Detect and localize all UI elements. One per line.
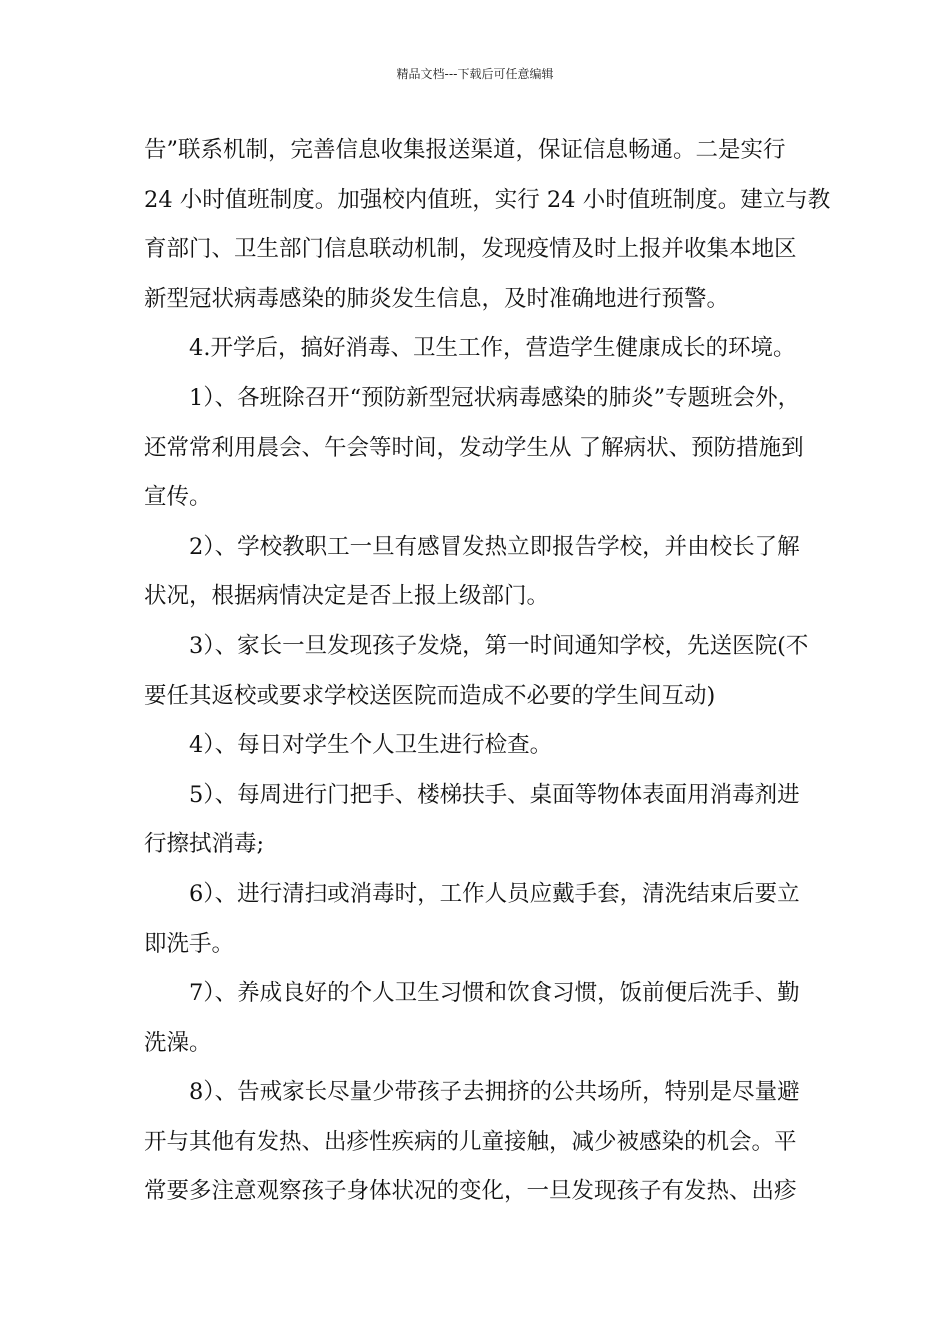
paragraph-start-line: 4）、每日对学生个人卫生进行检查。 — [189, 732, 553, 759]
text-line: 要任其返校或要求学校送医院而造成不必要的学生间互动) — [144, 682, 716, 709]
text-line: 状况，根据病情决定是否上报上级部门。 — [144, 583, 550, 610]
paragraph-start-line: 7）、养成良好的个人卫生习惯和饮食习惯，饭前便后洗手、勤 — [189, 980, 800, 1007]
document-body — [144, 126, 831, 1217]
text-line: 常要多注意观察孩子身体状况的变化，一旦发现孩子有发热、出疹 — [144, 1178, 797, 1205]
paragraph-start-line: 2）、学校教职工一旦有感冒发热立即报告学校，并由校长了解 — [189, 533, 800, 560]
text-line: 告”联系机制，完善信息收集报送渠道，保证信息畅通。二是实行 — [144, 137, 786, 163]
text-line: 洗澡。 — [144, 1029, 212, 1056]
text-line: 育部门、卫生部门信息联动机制，发现疫情及时上报并收集本地区 — [144, 236, 797, 263]
text-line: 即洗手。 — [144, 930, 235, 957]
paragraph-start-line: 5）、每周进行门把手、楼梯扶手、桌面等物体表面用消毒剂进 — [189, 781, 800, 808]
text-line: 宣传。 — [144, 484, 212, 511]
paragraph-start-line: 1）、各班除召开“预防新型冠状病毒感染的肺炎”专题班会外， — [189, 384, 801, 411]
text-line: 还常常利用晨会、午会等时间，发动学生从 了解病状、预防措施到 — [144, 434, 804, 461]
paragraph-start-line: 6）、进行清扫或消毒时，工作人员应戴手套，清洗结束后要立 — [189, 880, 800, 907]
page-header: 精品文档---下载后可任意编辑 — [396, 67, 554, 81]
paragraph-start-line: 3）、家长一旦发现孩子发烧，第一时间通知学校，先送医院(不 — [189, 632, 809, 659]
text-line: 24 小时值班制度。加强校内值班，实行 24 小时值班制度。建立与教 — [144, 186, 831, 213]
text-line: 新型冠状病毒感染的肺炎发生信息，及时准确地进行预警。 — [144, 285, 730, 312]
paragraph-start-line: 4.开学后，搞好消毒、卫生工作，营造学生健康成长的环境。 — [189, 335, 796, 362]
paragraph-start-line: 8）、告戒家长尽量少带孩子去拥挤的公共场所，特别是尽量避 — [189, 1079, 800, 1106]
text-line: 行擦拭消毒; — [144, 831, 265, 858]
text-line: 开与其他有发热、出疹性疾病的儿童接触，减少被感染的机会。平 — [144, 1128, 797, 1155]
